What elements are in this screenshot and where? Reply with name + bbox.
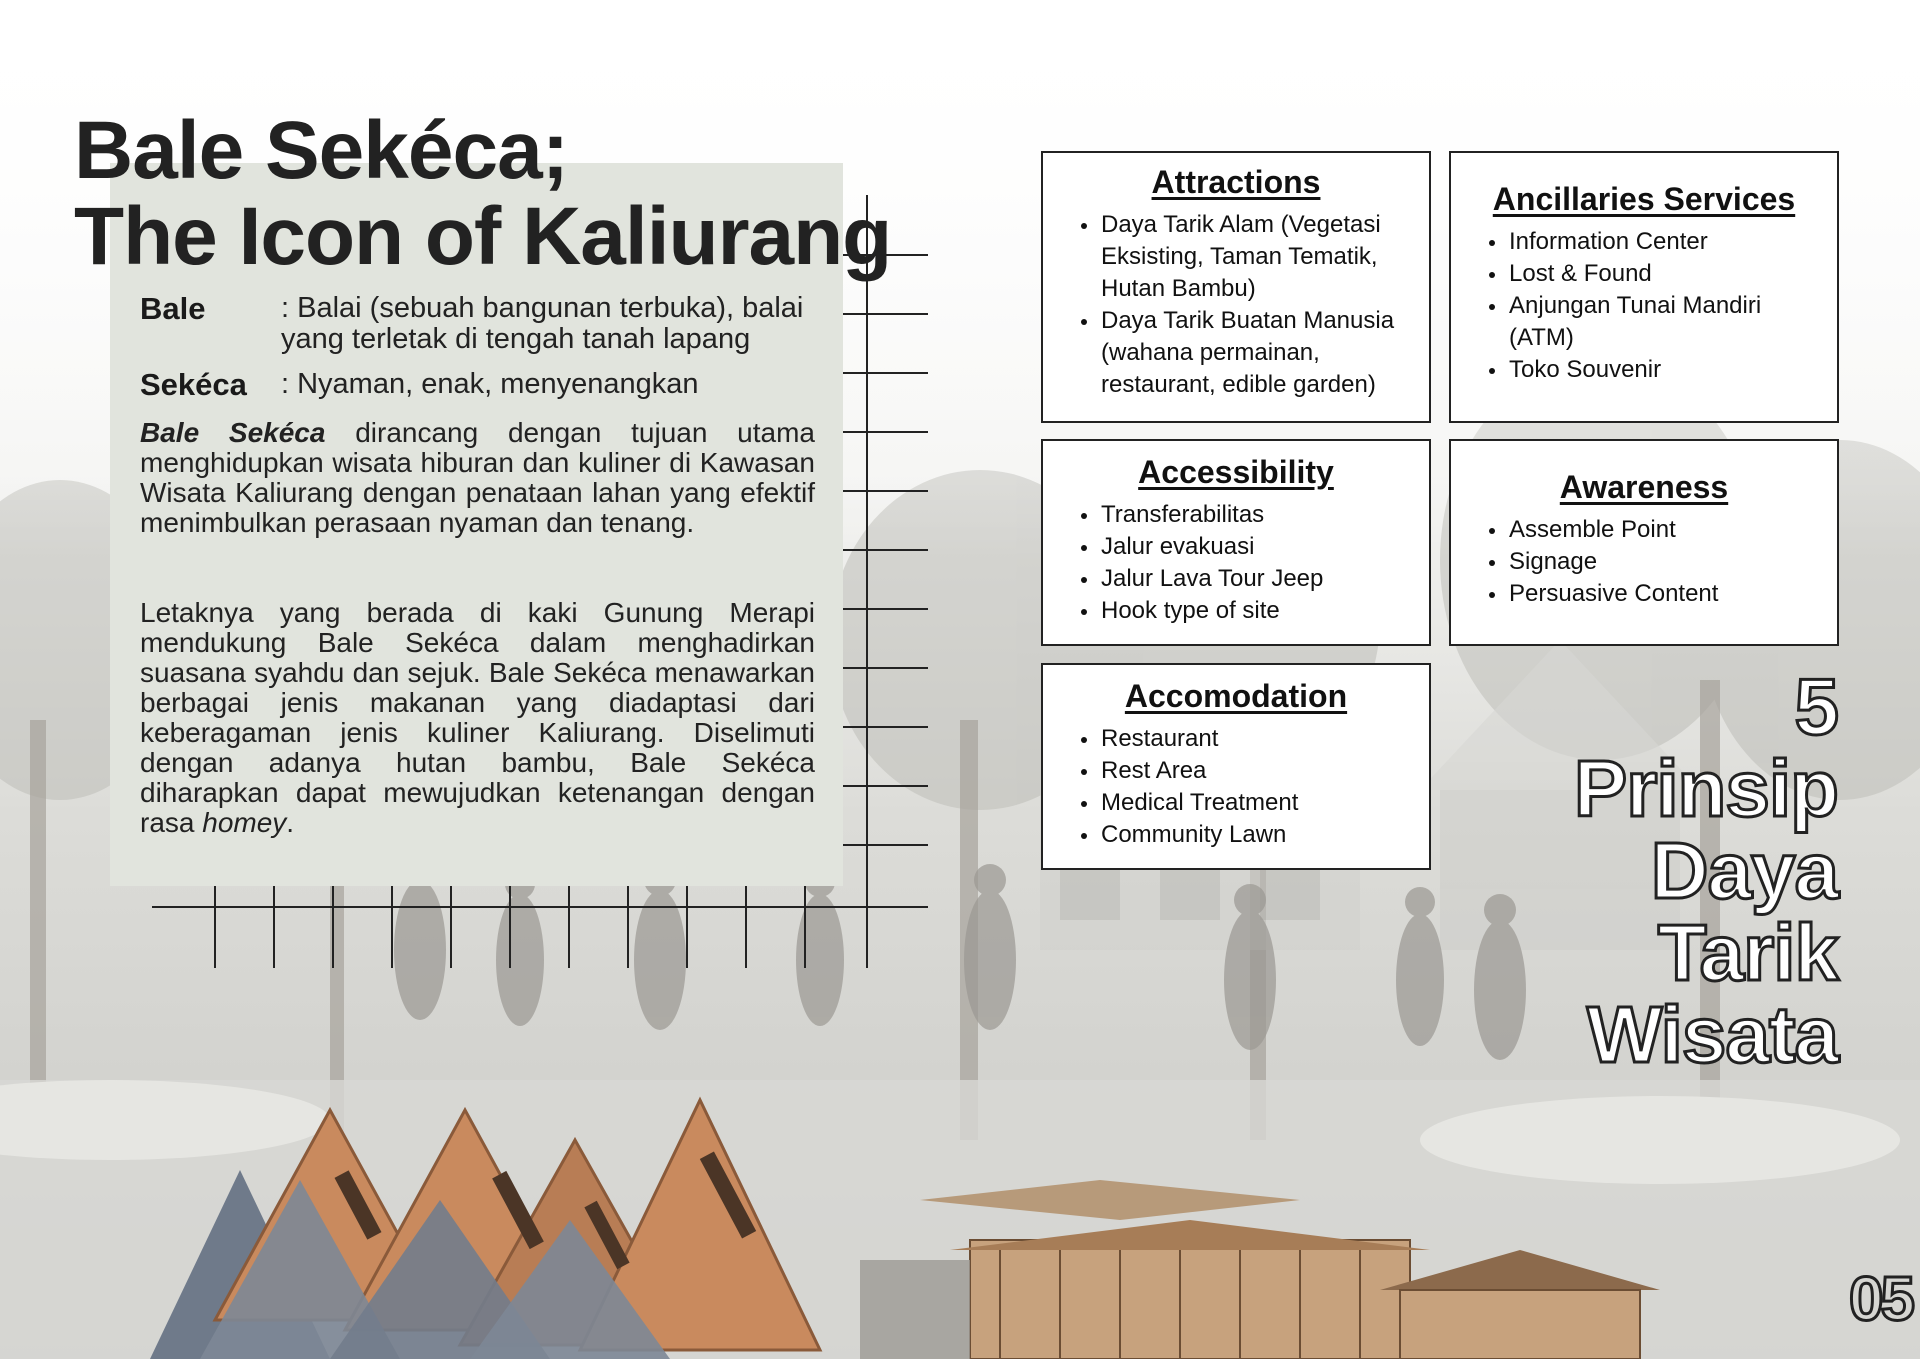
list-item: Hook type of site [1079,595,1419,627]
list-item: Jalur evakuasi [1079,531,1419,563]
description-paragraph-2 [140,598,815,838]
description-paragraph-1 [140,418,815,538]
title-line-1: Bale Sekéca; [74,105,569,196]
list-item: Daya Tarik Alam (Vegetasi Eksisting, Taman Tematik, Hutan Bambu) [1079,209,1419,305]
list-item: Information Center [1487,226,1827,258]
page-number: 05 [1849,1265,1912,1334]
paragraph-text: dirancang dengan tujuan utama menghidupkan wisata hiburan dan kuliner di Kawasan Wisata Kaliurang dengan penataan lahan yang efektif menimbulkan perasaan nyaman dan tenang. [140,417,816,538]
card-list [1079,209,1419,401]
prinsip-line: Wisata [1586,990,1838,1079]
paragraph-lead: Bale Sekéca [140,417,326,448]
definition-text: : Nyaman, enak, menyenangkan [281,368,699,400]
card-list [1487,514,1827,610]
list-item: Lost & Found [1487,258,1827,290]
list-item: Community Lawn [1079,819,1419,851]
list-item: Signage [1487,546,1827,578]
card-title: Awareness [1559,469,1729,505]
definition-term: Bale [140,291,206,326]
list-item: Restaurant [1079,723,1419,755]
card-list [1487,226,1827,386]
prinsip-line: Daya [1650,826,1838,915]
prinsip-line: Tarik [1657,908,1838,997]
page-title [74,105,892,282]
list-item: Assemble Point [1487,514,1827,546]
prinsip-line: 5 [1794,662,1838,751]
card-accomodation [1041,663,1431,870]
list-item: Daya Tarik Buatan Manusia (wahana permainan, restaurant, edible garden) [1079,305,1419,401]
paragraph-emphasis: homey [202,807,287,838]
card-list [1079,723,1419,851]
list-item: Transferabilitas [1079,499,1419,531]
card-accessibility [1041,439,1431,646]
paragraph-text: Letaknya yang berada di kaki Gunung Merapi mendukung Bale Sekéca dalam menghadirkan suasana syahdu dan sejuk. Bale Sekéca menawarkan berbagai jenis makanan yang diadaptasi dari keberagaman jenis kuliner Kaliurang. Diselimuti dengan adanya hutan bambu, Bale Sekéca diharapkan dapat mewujudkan ketenangan dengan rasa [140,597,815,838]
prinsip-line: Prinsip [1573,744,1838,833]
card-awareness [1449,439,1839,646]
list-item: Medical Treatment [1079,787,1419,819]
list-item: Toko Souvenir [1487,354,1827,386]
card-list [1079,499,1419,627]
definition-text: : Balai (sebuah bangunan terbuka), balai yang terletak di tengah tanah lapang [281,292,804,355]
list-item: Jalur Lava Tour Jeep [1079,563,1419,595]
title-line-2: The Icon of Kaliurang [74,191,892,282]
card-title: Accomodation [1124,678,1348,714]
definition-term: Sekéca [140,367,247,402]
card-title: Attractions [1151,164,1321,200]
paragraph-end: . [286,807,295,838]
list-item: Persuasive Content [1487,578,1827,610]
prinsip-heading [1573,662,1838,1079]
card-title: Ancillaries Services [1492,181,1796,217]
card-title: Accessibility [1138,454,1334,490]
card-ancillaries-services [1449,151,1839,423]
list-item: Anjungan Tunai Mandiri (ATM) [1487,290,1827,354]
card-attractions [1041,151,1431,423]
list-item: Rest Area [1079,755,1419,787]
